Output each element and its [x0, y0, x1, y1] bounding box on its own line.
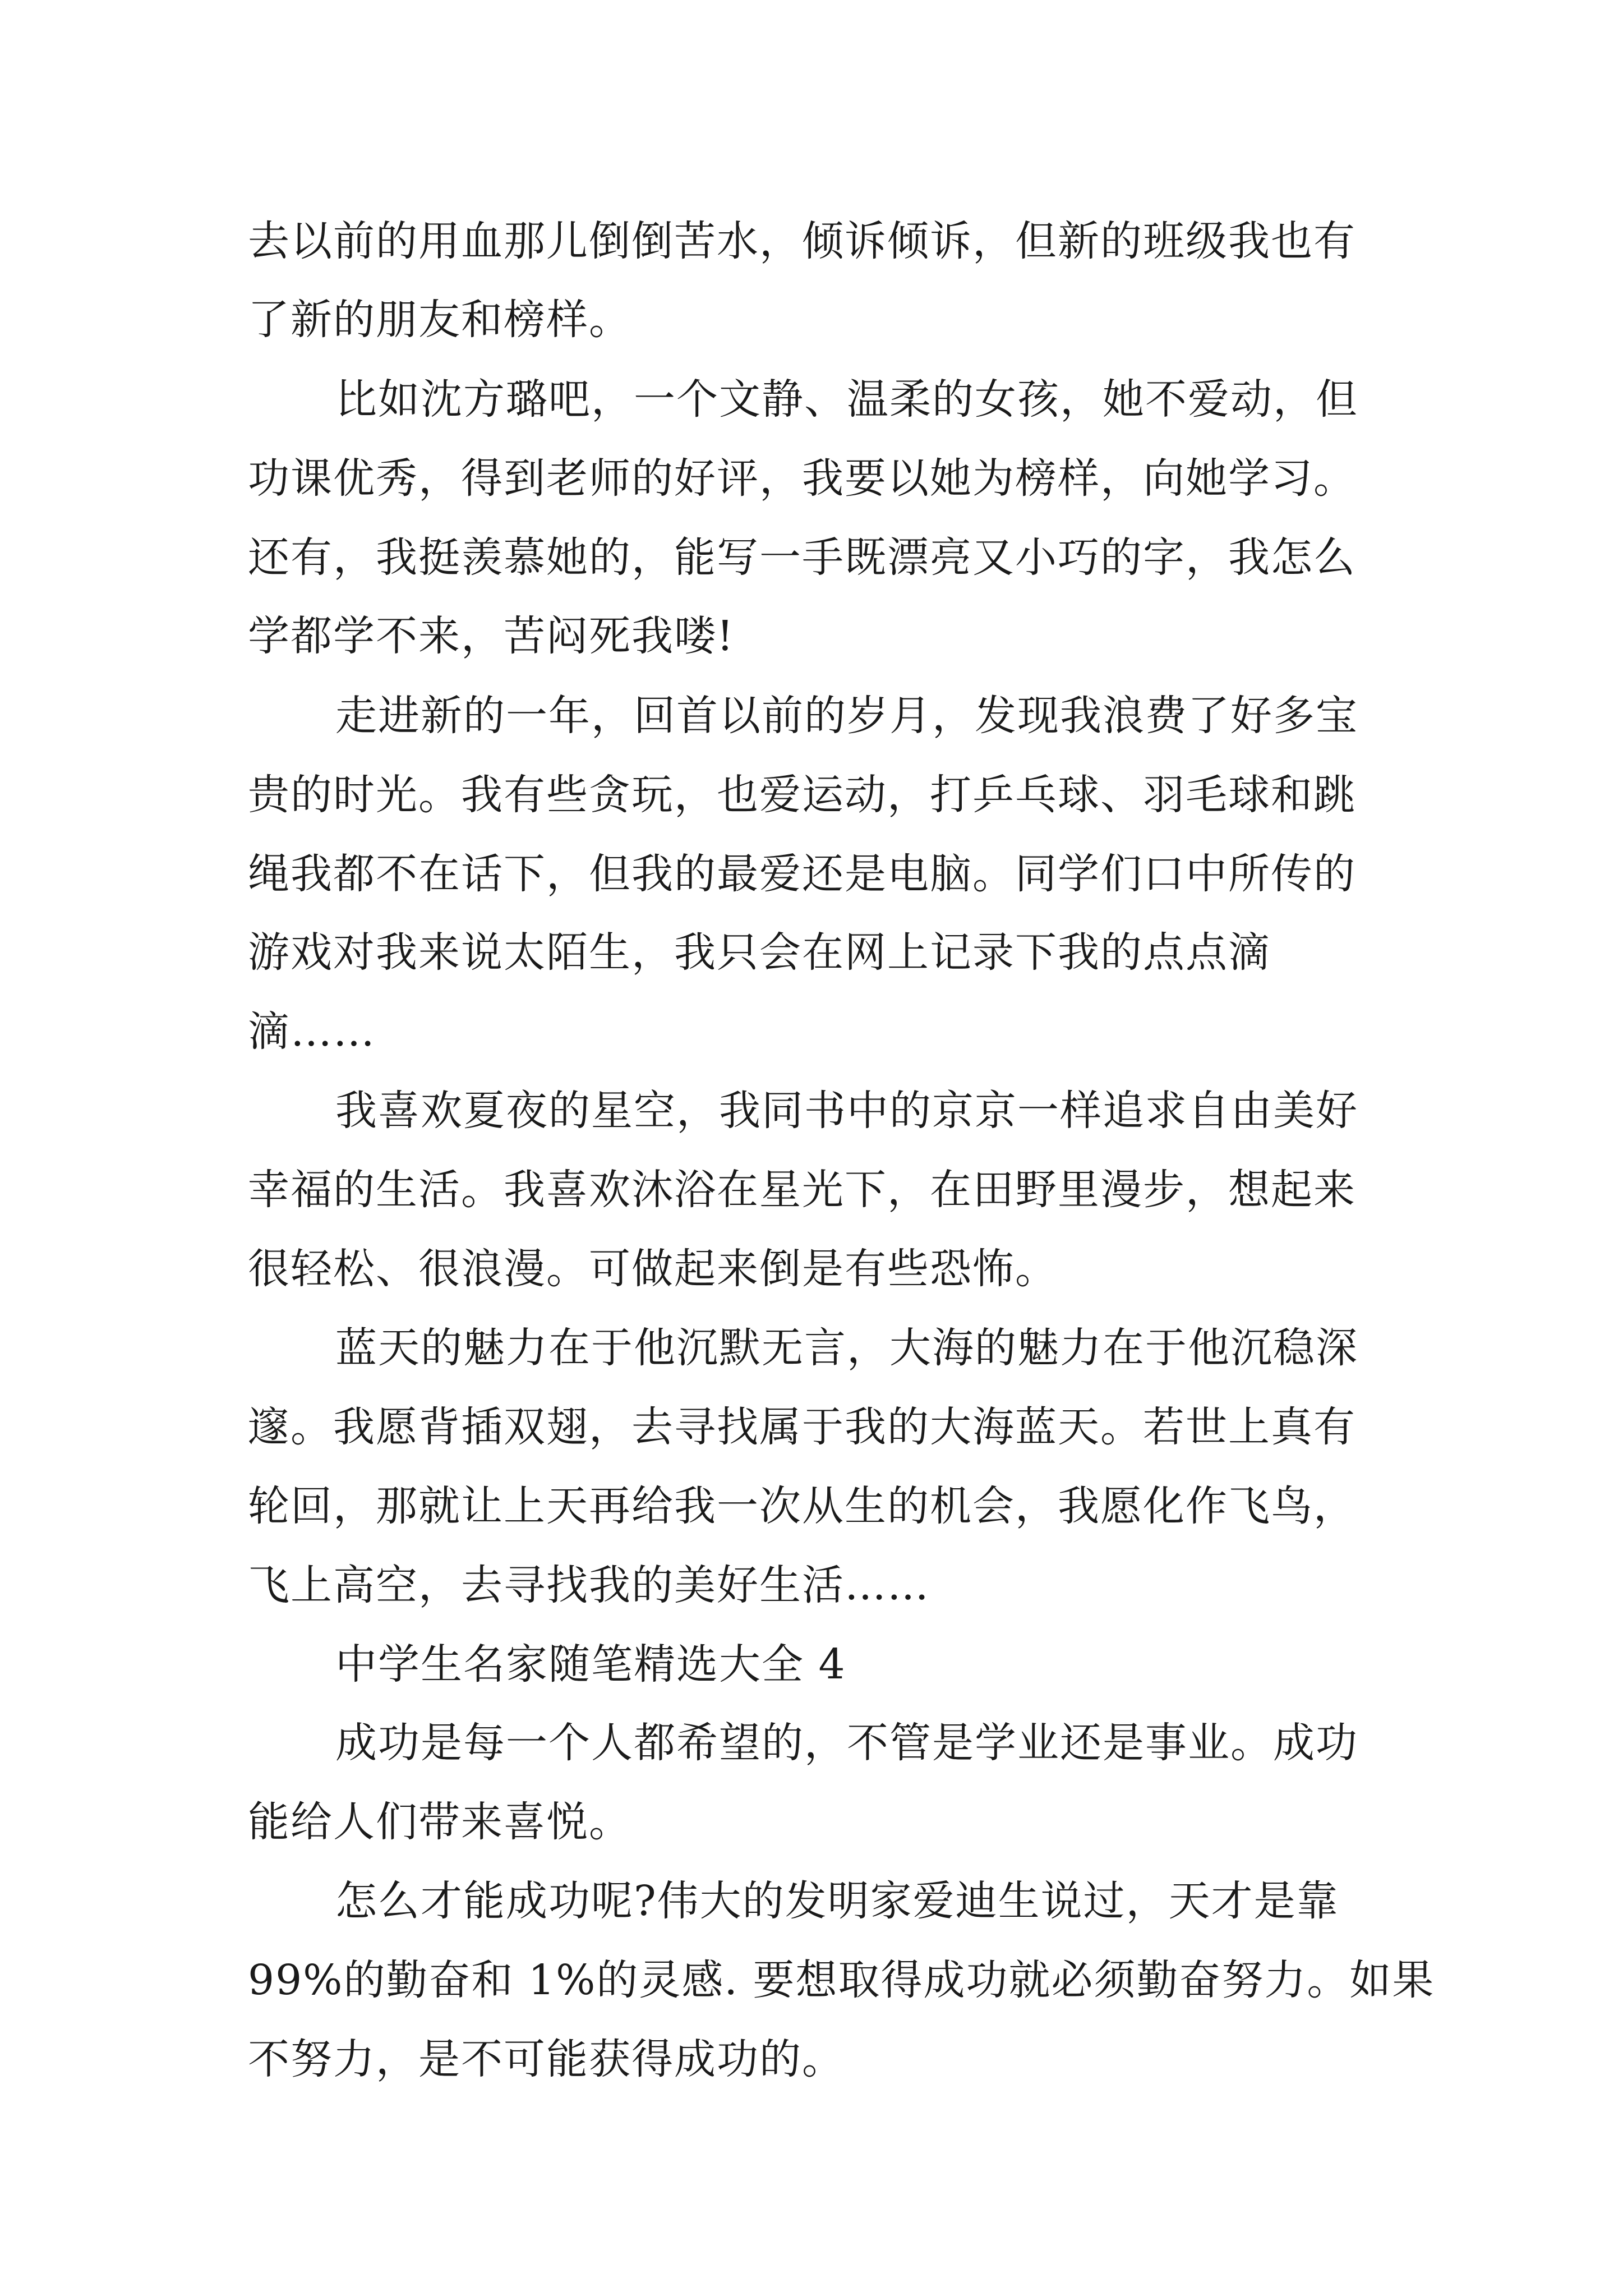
text-line: 走进新的一年，回首以前的岁月，发现我浪费了好多宝: [335, 692, 1358, 740]
text-line: 能给人们带来喜悦。: [248, 1798, 631, 1846]
text-line: 绳我都不在话下，但我的最爱还是电脑。同学们口中所传的: [248, 850, 1356, 898]
text-line: 很轻松、很浪漫。可做起来倒是有些恐怖。: [248, 1245, 1058, 1293]
text-line: 功课优秀，得到老师的好评，我要以她为榜样，向她学习。: [248, 454, 1356, 503]
text-line: 比如沈方璐吧，一个文静、温柔的女孩，她不爱动，但: [335, 375, 1358, 424]
text-line: 邃。我愿背插双翅，去寻找属于我的大海蓝天。若世上真有: [248, 1403, 1356, 1451]
text-line: 还有，我挺羡慕她的，能写一手既漂亮又小巧的字，我怎么: [248, 533, 1356, 582]
text-line: 我喜欢夏夜的星空，我同书中的京京一样追求自由美好: [335, 1087, 1358, 1135]
text-line: 贵的时光。我有些贪玩，也爱运动，打乒乓球、羽毛球和跳: [248, 771, 1356, 819]
text-line: 幸福的生活。我喜欢沐浴在星光下，在田野里漫步，想起来: [248, 1166, 1356, 1214]
text-line: 去以前的用血那儿倒倒苦水，倾诉倾诉，但新的班级我也有: [248, 217, 1356, 265]
text-line: 滴……: [248, 1007, 376, 1056]
text-line: 不努力，是不可能获得成功的。: [248, 2035, 845, 2083]
text-line: 学都学不来，苦闷死我喽!: [248, 612, 735, 660]
text-line: 蓝天的魅力在于他沉默无言，大海的魅力在于他沉稳深: [335, 1324, 1358, 1372]
text-line: 99%的勤奋和 1%的灵感. 要想取得成功就必须勤奋努力。如果: [248, 1956, 1435, 2004]
text-line: 飞上高空，去寻找我的美好生活……: [248, 1561, 930, 1609]
text-line: 轮回，那就让上天再给我一次从生的机会，我愿化作飞鸟，: [248, 1482, 1356, 1530]
text-line: 游戏对我来说太陌生，我只会在网上记录下我的点点滴: [248, 928, 1271, 977]
text-line: 怎么才能成功呢?伟大的发明家爱迪生说过，天才是靠: [335, 1877, 1339, 1925]
section-heading: 中学生名家随笔精选大全 4: [335, 1640, 846, 1688]
text-line: 成功是每一个人都希望的，不管是学业还是事业。成功: [335, 1719, 1358, 1767]
text-line: 了新的朋友和榜样。: [248, 296, 631, 344]
